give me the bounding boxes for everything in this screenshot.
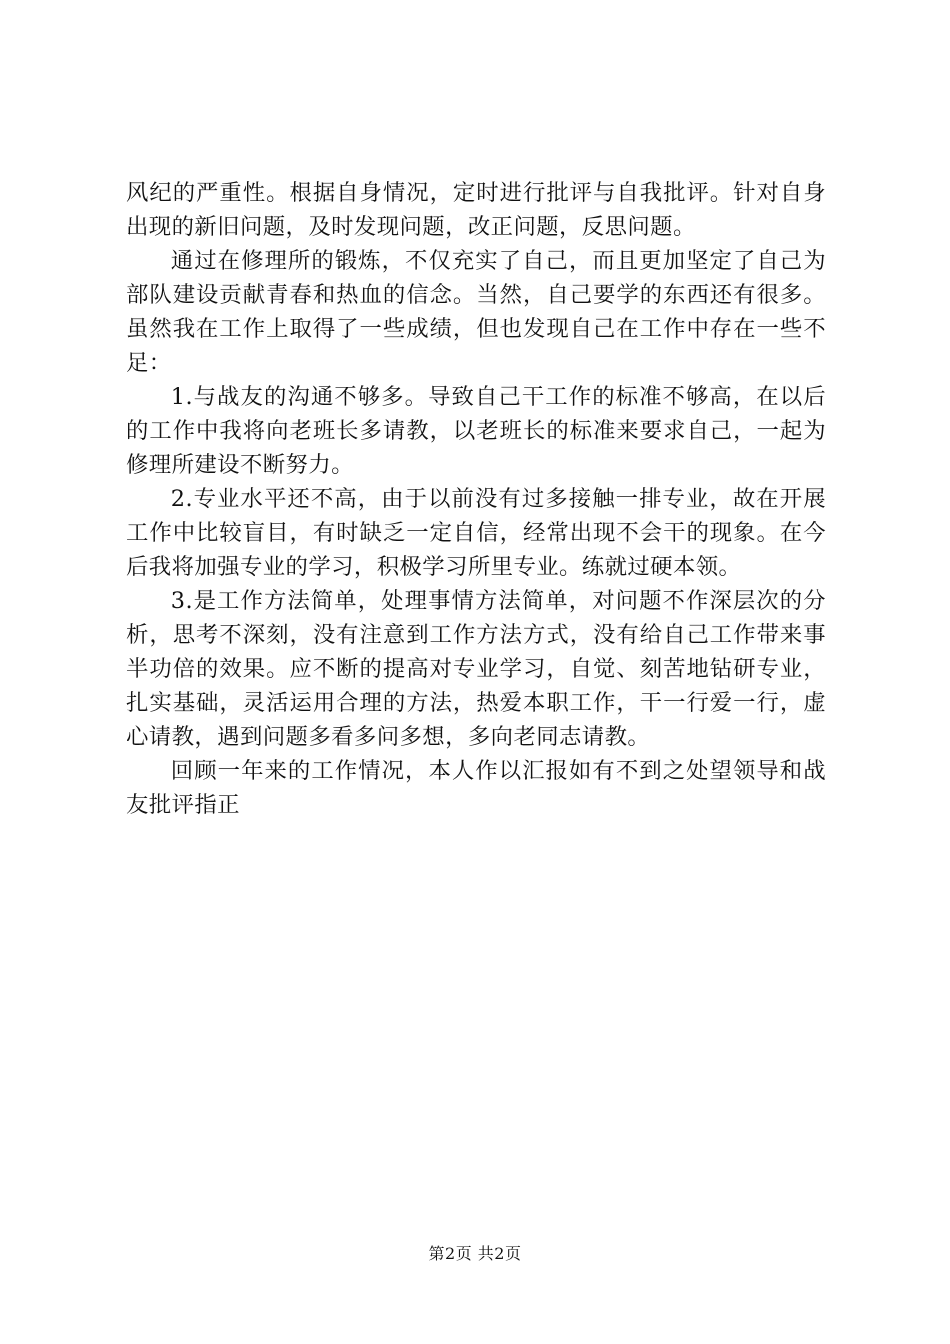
paragraph-shortcoming-2: 2.专业水平还不高，由于以前没有过多接触一排专业，故在开展工作中比较盲目，有时缺乏一定自信，经常出现不会干的现象。在今后我将加强专业的学习，积极学习所里专业。练就过硬本领。 — [126, 486, 826, 580]
paragraph-continuation: 风纪的严重性。根据自身情况，定时进行批评与自我批评。针对自身出现的新旧问题，及时发现问题，改正问题，反思问题。 — [126, 180, 826, 240]
paragraph-shortcoming-3: 3.是工作方法简单，处理事情方法简单，对问题不作深层次的分析，思考不深刻，没有注意到工作方法方式，没有给自己工作带来事半功倍的效果。应不断的提高对专业学习，自觉、刻苦地钻研专业，扎实基础，灵活运用合理的方法，热爱本职工作，干一行爱一行，虚心请教，遇到问题多看多问多想，多向老同志请教。 — [126, 588, 826, 750]
paragraph-reflection: 通过在修理所的锻炼，不仅充实了自己，而且更加坚定了自己为部队建设贡献青春和热血的信念。当然，自己要学的东西还有很多。虽然我在工作上取得了一些成绩，但也发现自己在工作中存在一些不足： — [126, 248, 826, 376]
document-body — [126, 176, 826, 822]
page-number-footer: 第2页 共2页 — [428, 1244, 522, 1263]
paragraph-shortcoming-1: 1.与战友的沟通不够多。导致自己干工作的标准不够高，在以后的工作中我将向老班长多请教，以老班长的标准来要求自己，一起为修理所建设不断努力。 — [126, 384, 826, 478]
paragraph-closing: 回顾一年来的工作情况，本人作以汇报如有不到之处望领导和战友批评指正 — [126, 758, 826, 818]
